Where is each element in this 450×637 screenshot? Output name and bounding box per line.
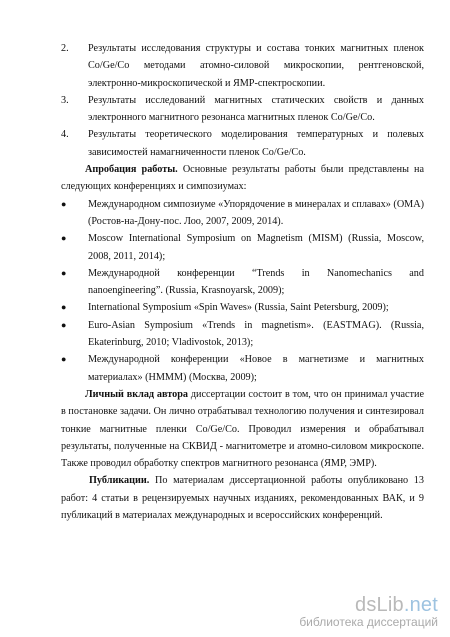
- conference-text: Международной конференции “Trends in Nanomechanics and nanoengineering”. (Russia, Krasnoyarsk, 2009);: [88, 267, 424, 297]
- list-number: 3.: [61, 94, 69, 106]
- logo-part-main: dsLib: [355, 594, 404, 616]
- list-item-text: Результаты исследования структуры и состава тонких магнитных пленок Co/Ge/Co методами атомно-силовой микроскопии, рентгеновской, электронно-микроскопической и ЯМР-спектроскопии.: [88, 43, 424, 89]
- list-number: 2.: [61, 43, 69, 54]
- results-list-item-4: [61, 126, 424, 161]
- bullet-icon: ●: [61, 233, 67, 244]
- document-body: [61, 40, 424, 524]
- conference-text: Международной конференции «Новое в магнетизме и магнитных материалах» (НМММ) (Москва, 2009);: [88, 354, 424, 383]
- dslib-watermark: [299, 595, 438, 629]
- conference-item: [61, 230, 424, 265]
- dslib-logo: [299, 595, 438, 615]
- bullet-icon: ●: [61, 267, 67, 278]
- conference-text: Международном симпозиуме «Упорядочение в минералах и сплавах» (ОМА) (Ростов-на-Дону-пос. Лоо, 2007, 2009, 2014).: [88, 198, 424, 227]
- logo-part-domain: .net: [403, 594, 438, 616]
- watermark-subtitle: библиотека диссертаций: [299, 615, 438, 629]
- bullet-icon: ●: [61, 354, 67, 365]
- conference-text: Euro-Asian Symposium «Trends in magnetism». (EASTMAG). (Russia, Ekaterinburg, 2010; Vladivostok, 2013);: [88, 319, 424, 349]
- publications-paragraph: [61, 472, 424, 524]
- conference-item: [61, 299, 424, 316]
- conference-text: International Symposium «Spin Waves» (Russia, Saint Petersburg, 2009);: [88, 302, 389, 314]
- bullet-icon: ●: [61, 302, 67, 313]
- conference-text: Moscow International Symposium on Magnetism (MISM) (Russia, Moscow, 2008, 2011, 2014);: [88, 233, 424, 262]
- personal-contribution-text: диссертации состоит в том, что он принимал участие в постановке задачи. Он лично отрабатывал технологию получения и синтезировал тонкие магнитные пленки Co/Ge/Co. Проводил измерения и обрабатывал результаты, полученные на СКВИД - магнитометре и атомно-силовом микроскопе. Также проводил обработку спектров магнитного резонанса (ЯМР, ЭМР).: [61, 388, 424, 470]
- bullet-icon: ●: [61, 319, 67, 330]
- list-item-text: Результаты исследований магнитных статических свойств и данных электронного магнитного резонанса магнитных пленок Co/Ge/Co.: [88, 94, 424, 124]
- results-list-item-3: [61, 92, 424, 127]
- list-number: 4.: [61, 129, 69, 141]
- conference-item: [61, 317, 424, 352]
- conference-item: [61, 265, 424, 300]
- publications-heading: Публикации.: [89, 475, 150, 487]
- approbation-heading: Апробация работы.: [85, 164, 178, 176]
- conference-item: [61, 196, 424, 231]
- bullet-icon: ●: [61, 198, 67, 209]
- publications-text: По материалам диссертационной работы опубликовано 13 работ: 4 статьи в рецензируемых научных изданиях, рекомендованных ВАК, и 9 публикаций в материалах международных и всероссийских конференций.: [61, 475, 424, 522]
- personal-contribution-heading: Личный вклад автора: [85, 388, 188, 400]
- approbation-paragraph: [61, 161, 424, 196]
- list-item-text: Результаты теоретического моделирования температурных и полевых зависимостей намагниченности пленок Co/Ge/Co.: [88, 129, 424, 158]
- approbation-text: Основные результаты работы были представлены на следующих конференциях и симпозиумах:: [61, 164, 424, 193]
- results-list-item-2: [61, 40, 424, 92]
- personal-contribution-paragraph: [61, 386, 424, 472]
- conference-item: [61, 351, 424, 386]
